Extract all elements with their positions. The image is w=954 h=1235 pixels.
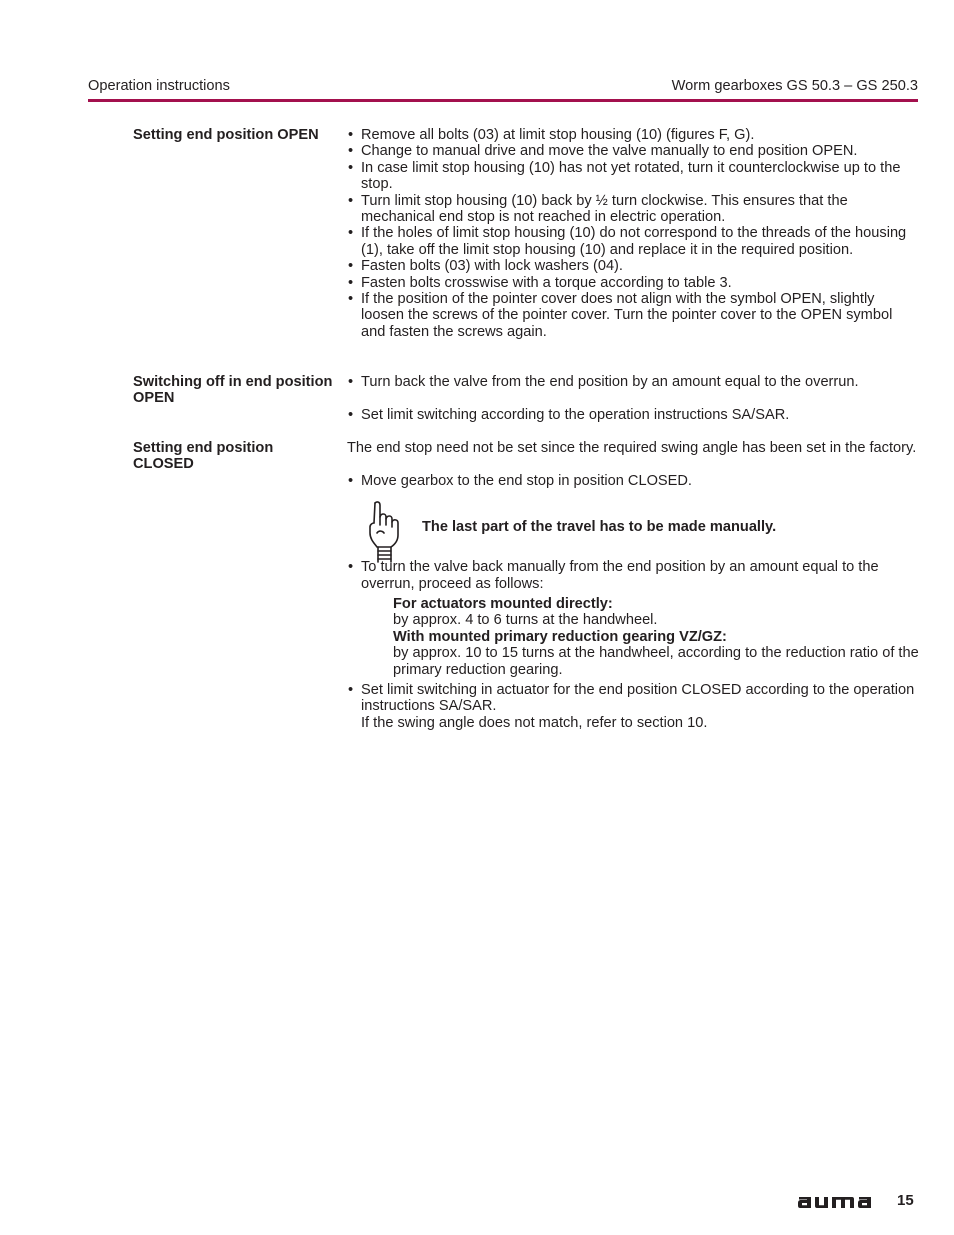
list-item: • Move gearbox to the end stop in position CLOSED. xyxy=(347,473,919,489)
bullet-list xyxy=(347,473,919,489)
manual-note xyxy=(347,489,919,559)
list-item: • Remove all bolts (03) at limit stop housing (10) (figures F, G). xyxy=(347,127,919,143)
section-title-line: CLOSED xyxy=(133,456,194,473)
section-body xyxy=(347,374,919,423)
section-title xyxy=(133,374,348,407)
header-doc-title: Worm gearboxes GS 50.3 – GS 250.3 xyxy=(671,78,918,94)
sub-block xyxy=(361,596,919,678)
section-body xyxy=(347,440,919,731)
list-item-text: To turn the valve back manually from the end position by an amount equal to the overrun, proceed as follows: xyxy=(361,559,879,592)
page-header xyxy=(88,78,918,96)
auma-logo xyxy=(797,1189,875,1209)
list-item: • Set limit switching according to the operation instructions SA/SAR. xyxy=(347,407,919,423)
sub-heading: For actuators mounted directly: xyxy=(393,596,613,613)
list-item xyxy=(347,559,919,678)
section-title: Setting end position OPEN xyxy=(133,127,319,143)
section-body xyxy=(347,127,919,340)
list-item: • Turn limit stop housing (10) back by ½ turn clockwise. This ensures that the mechanical end stop is not reached in electric operation. xyxy=(347,193,919,226)
sub-heading: With mounted primary reduction gearing VZ/GZ: xyxy=(393,628,727,645)
list-item: • In case limit stop housing (10) has not yet rotated, turn it counterclockwise up to the stop. xyxy=(347,160,919,193)
page-number: 15 xyxy=(897,1192,914,1209)
note-text: The last part of the travel has to be made manually. xyxy=(422,519,777,536)
header-doc-type: Operation instructions xyxy=(88,78,230,94)
list-item-text: If the swing angle does not match, refer to section 10. xyxy=(361,714,708,731)
header-rule xyxy=(88,99,918,102)
section-title-line: OPEN xyxy=(133,390,175,407)
section-title xyxy=(133,440,348,473)
intro-paragraph: The end stop need not be set since the required swing angle has been set in the factory. xyxy=(347,440,917,456)
bullet-list xyxy=(347,374,919,390)
bullet-list xyxy=(347,407,919,423)
list-item: • If the holes of limit stop housing (10) do not correspond to the threads of the housing (1), take off the limit stop housing (10) and replace it in the required position. xyxy=(347,225,919,258)
section-title-line: Setting end position xyxy=(133,440,274,456)
section-title-line: Switching off in end position xyxy=(133,374,333,390)
list-item: • Turn back the valve from the end position by an amount equal to the overrun. xyxy=(347,374,919,390)
bullet-list xyxy=(347,559,919,731)
bullet-list xyxy=(347,127,919,340)
list-item: • Fasten bolts (03) with lock washers (04). xyxy=(347,258,919,274)
list-item: • Change to manual drive and move the valve manually to end position OPEN. xyxy=(347,143,919,159)
pointing-hand-icon xyxy=(365,499,405,563)
list-item-text: • Set limit switching in actuator for the end position CLOSED according to the operation instructions SA/SAR. xyxy=(361,682,915,715)
list-item: • If the position of the pointer cover does not align with the symbol OPEN, slightly loosen the screws of the pointer cover. Turn the pointer cover to the OPEN symbol and fasten the screws again. xyxy=(347,291,919,340)
sub-text: by approx. 4 to 6 turns at the handwheel. xyxy=(393,612,658,629)
list-item xyxy=(347,682,919,731)
sub-text: by approx. 10 to 15 turns at the handwheel, according to the reduction ratio of the primary reduction gearing. xyxy=(393,645,919,678)
list-item: • Fasten bolts crosswise with a torque according to table 3. xyxy=(347,275,919,291)
